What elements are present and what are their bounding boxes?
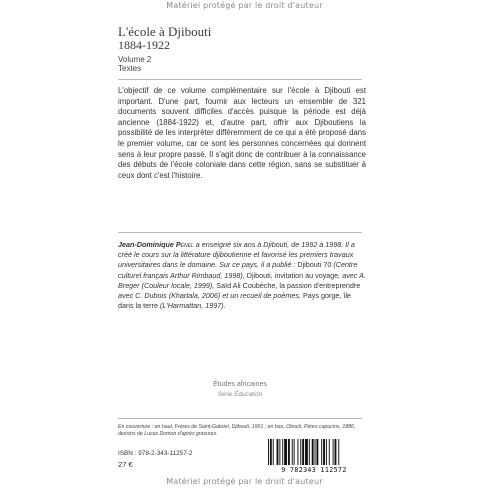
price: 27 € xyxy=(118,460,133,469)
bio-part5: , avec A. Breger (Couleur locale, 1999), xyxy=(118,270,366,290)
series-name: Études africaines xyxy=(213,381,267,388)
bio-part7: avec C. Dubois (Khartala, 2006) et un recueil de poèmes, xyxy=(118,291,303,301)
book-years: 1884-1922 xyxy=(118,38,170,52)
isbn: ISBN : 978-2-343-11257-2 xyxy=(118,450,193,457)
barcode-digits: 9 782343 112572 xyxy=(281,466,347,474)
divider-top xyxy=(118,79,362,80)
cover-credit: En couverture : en haut, Frères de Saint-Gabriel, Djibouti, 1901 ; en bas, Obock, Pères capucins, 1886, dessins de Lucas Domon d'après gravures. xyxy=(118,424,356,437)
book-description: L'objectif de ce volume complémentaire sur l'école à Djibouti est important. D'une part, fournir aux lecteurs un ensemble de 321 documents souvent difficiles d'accès puisque la période est déjà ancienne (1884-1922) et, d'autre part, offrir aux Djiboutiens la possibilité de les interpréter différemment de ce qui a été proposé dans le premier volume, car ce sont les personnes concernées qui donnent sens à leur propre passé. Il s'agit donc de contribuer à la connaissance des débuts de l'école coloniale dans cette région, sans se substituer à ceux dont c'est l'histoire. xyxy=(118,86,366,180)
book-subtitle: Textes xyxy=(118,64,142,73)
bio-title-3: Saïd Ali Coubèche, la passion d'entreprendre xyxy=(216,280,361,290)
watermark-bottom: Matériel protégé par le droit d'auteur xyxy=(166,477,323,486)
author-bio xyxy=(118,240,366,311)
divider-middle xyxy=(118,232,362,233)
author-last-initial: P xyxy=(175,240,181,249)
author-first-name: Jean-Dominique xyxy=(118,240,174,249)
bio-title-4: Pays gorge, île dans la terre xyxy=(118,291,351,311)
book-volume: Volume 2 xyxy=(118,55,152,64)
bio-part3: (Centre culturel français Arthur Rimbaud, 1998), xyxy=(118,260,358,280)
bio-part9: (L'Harmattan, 1997). xyxy=(157,301,226,311)
bio-part1: a enseigné six ans à Djibouti, de 1992 à 1998. Il a créé le cours sur la littérature djiboutienne et favorisé les premiers travaux universitaires dans le domaine. Sur ce pays, il a publié : xyxy=(118,240,355,270)
series-subtitle: Série Éducation xyxy=(217,391,263,398)
divider-bottom xyxy=(118,418,362,419)
bio-title-2: Djibouti, invitation au voyage xyxy=(246,270,339,280)
watermark-top: Matériel protégé par le droit d'auteur xyxy=(166,1,323,10)
author-last-name: énel xyxy=(180,240,194,249)
bio-title-1: Djibouti 70 xyxy=(297,260,332,270)
book-title: L'école à Djibouti xyxy=(118,24,212,39)
